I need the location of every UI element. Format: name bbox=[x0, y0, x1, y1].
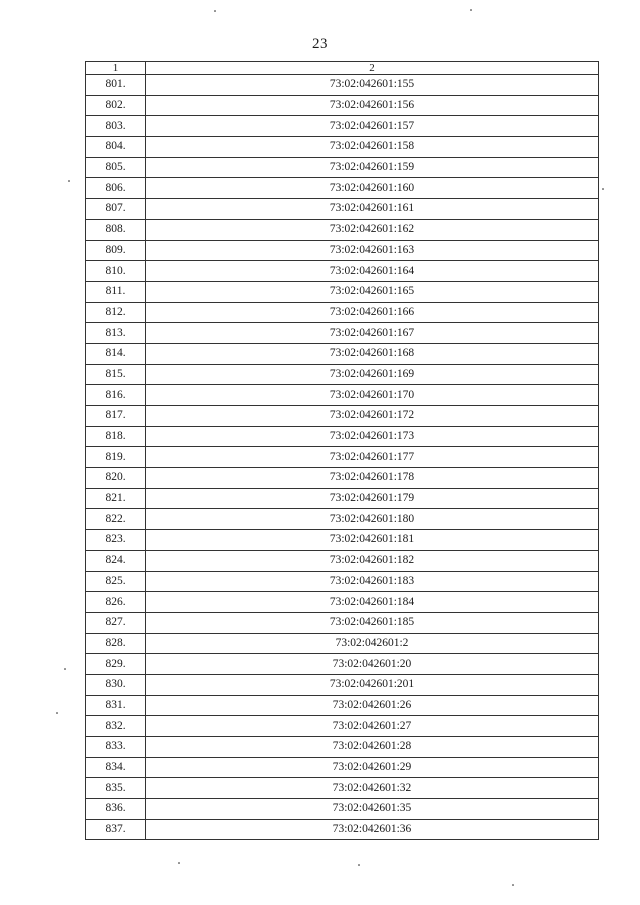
table-row bbox=[86, 468, 599, 489]
scan-speck bbox=[602, 188, 604, 190]
page-number: 23 bbox=[312, 36, 328, 52]
cadastral-number-cell: 73:02:042601:173 bbox=[146, 426, 599, 447]
table-row bbox=[86, 633, 599, 654]
row-number-cell: 833. bbox=[86, 737, 146, 758]
scan-speck bbox=[64, 668, 66, 670]
row-number-cell: 807. bbox=[86, 199, 146, 220]
row-number-cell: 803. bbox=[86, 116, 146, 137]
row-number-cell: 810. bbox=[86, 261, 146, 282]
cadastral-number-cell: 73:02:042601:201 bbox=[146, 674, 599, 695]
row-number-cell: 818. bbox=[86, 426, 146, 447]
table-row bbox=[86, 157, 599, 178]
row-number-cell: 822. bbox=[86, 509, 146, 530]
cadastral-number-cell: 73:02:042601:178 bbox=[146, 468, 599, 489]
table-row bbox=[86, 343, 599, 364]
table-row bbox=[86, 799, 599, 820]
cadastral-table bbox=[85, 61, 599, 840]
cadastral-number-cell: 73:02:042601:167 bbox=[146, 323, 599, 344]
cadastral-number-cell: 73:02:042601:157 bbox=[146, 116, 599, 137]
row-number-cell: 827. bbox=[86, 612, 146, 633]
row-number-cell: 804. bbox=[86, 137, 146, 158]
cadastral-number-cell: 73:02:042601:32 bbox=[146, 778, 599, 799]
table-body bbox=[86, 75, 599, 840]
cadastral-number-cell: 73:02:042601:180 bbox=[146, 509, 599, 530]
row-number-cell: 826. bbox=[86, 592, 146, 613]
row-number-cell: 823. bbox=[86, 530, 146, 551]
row-number-cell: 817. bbox=[86, 406, 146, 427]
table-row bbox=[86, 488, 599, 509]
cadastral-number-cell: 73:02:042601:28 bbox=[146, 737, 599, 758]
row-number-cell: 834. bbox=[86, 757, 146, 778]
cadastral-number-cell: 73:02:042601:183 bbox=[146, 571, 599, 592]
row-number-cell: 824. bbox=[86, 550, 146, 571]
header-col-2: 2 bbox=[146, 62, 599, 75]
cadastral-number-cell: 73:02:042601:168 bbox=[146, 343, 599, 364]
row-number-cell: 806. bbox=[86, 178, 146, 199]
row-number-cell: 825. bbox=[86, 571, 146, 592]
table-row bbox=[86, 757, 599, 778]
scan-speck bbox=[214, 10, 216, 12]
row-number-cell: 837. bbox=[86, 819, 146, 840]
cadastral-number-cell: 73:02:042601:165 bbox=[146, 281, 599, 302]
cadastral-number-cell: 73:02:042601:158 bbox=[146, 137, 599, 158]
scan-speck bbox=[358, 864, 360, 866]
row-number-cell: 832. bbox=[86, 716, 146, 737]
row-number-cell: 813. bbox=[86, 323, 146, 344]
row-number-cell: 814. bbox=[86, 343, 146, 364]
row-number-cell: 829. bbox=[86, 654, 146, 675]
cadastral-number-cell: 73:02:042601:185 bbox=[146, 612, 599, 633]
cadastral-number-cell: 73:02:042601:179 bbox=[146, 488, 599, 509]
cadastral-number-cell: 73:02:042601:181 bbox=[146, 530, 599, 551]
scan-speck bbox=[56, 712, 58, 714]
table-row bbox=[86, 571, 599, 592]
table-row bbox=[86, 137, 599, 158]
cadastral-number-cell: 73:02:042601:156 bbox=[146, 95, 599, 116]
cadastral-number-cell: 73:02:042601:161 bbox=[146, 199, 599, 220]
table-row bbox=[86, 199, 599, 220]
table-row bbox=[86, 612, 599, 633]
table-row bbox=[86, 178, 599, 199]
table-row bbox=[86, 323, 599, 344]
cadastral-number-cell: 73:02:042601:163 bbox=[146, 240, 599, 261]
table-row bbox=[86, 695, 599, 716]
table-row bbox=[86, 509, 599, 530]
cadastral-number-cell: 73:02:042601:184 bbox=[146, 592, 599, 613]
cadastral-number-cell: 73:02:042601:169 bbox=[146, 364, 599, 385]
table-row bbox=[86, 447, 599, 468]
row-number-cell: 819. bbox=[86, 447, 146, 468]
cadastral-number-cell: 73:02:042601:162 bbox=[146, 219, 599, 240]
cadastral-number-cell: 73:02:042601:155 bbox=[146, 75, 599, 96]
table-header bbox=[86, 62, 599, 75]
cadastral-number-cell: 73:02:042601:29 bbox=[146, 757, 599, 778]
row-number-cell: 831. bbox=[86, 695, 146, 716]
row-number-cell: 808. bbox=[86, 219, 146, 240]
cadastral-number-cell: 73:02:042601:177 bbox=[146, 447, 599, 468]
table-row bbox=[86, 406, 599, 427]
header-row bbox=[86, 62, 599, 75]
table-row bbox=[86, 75, 599, 96]
table-row bbox=[86, 426, 599, 447]
table-row bbox=[86, 261, 599, 282]
cadastral-number-cell: 73:02:042601:182 bbox=[146, 550, 599, 571]
cadastral-number-cell: 73:02:042601:166 bbox=[146, 302, 599, 323]
cadastral-number-cell: 73:02:042601:159 bbox=[146, 157, 599, 178]
table-row bbox=[86, 385, 599, 406]
table-row bbox=[86, 116, 599, 137]
cadastral-number-cell: 73:02:042601:170 bbox=[146, 385, 599, 406]
table-row bbox=[86, 592, 599, 613]
row-number-cell: 811. bbox=[86, 281, 146, 302]
cadastral-number-cell: 73:02:042601:160 bbox=[146, 178, 599, 199]
table-row bbox=[86, 674, 599, 695]
row-number-cell: 828. bbox=[86, 633, 146, 654]
table-row bbox=[86, 819, 599, 840]
table-row bbox=[86, 737, 599, 758]
row-number-cell: 805. bbox=[86, 157, 146, 178]
scan-speck bbox=[68, 180, 70, 182]
row-number-cell: 816. bbox=[86, 385, 146, 406]
row-number-cell: 836. bbox=[86, 799, 146, 820]
table-row bbox=[86, 654, 599, 675]
row-number-cell: 815. bbox=[86, 364, 146, 385]
row-number-cell: 835. bbox=[86, 778, 146, 799]
cadastral-number-cell: 73:02:042601:164 bbox=[146, 261, 599, 282]
scan-speck bbox=[178, 862, 180, 864]
row-number-cell: 812. bbox=[86, 302, 146, 323]
table-row bbox=[86, 530, 599, 551]
cadastral-number-cell: 73:02:042601:36 bbox=[146, 819, 599, 840]
table-row bbox=[86, 219, 599, 240]
cadastral-number-cell: 73:02:042601:27 bbox=[146, 716, 599, 737]
cadastral-number-cell: 73:02:042601:172 bbox=[146, 406, 599, 427]
scan-speck bbox=[512, 884, 514, 886]
table-row bbox=[86, 778, 599, 799]
row-number-cell: 802. bbox=[86, 95, 146, 116]
row-number-cell: 821. bbox=[86, 488, 146, 509]
row-number-cell: 809. bbox=[86, 240, 146, 261]
row-number-cell: 820. bbox=[86, 468, 146, 489]
row-number-cell: 801. bbox=[86, 75, 146, 96]
row-number-cell: 830. bbox=[86, 674, 146, 695]
cadastral-number-cell: 73:02:042601:20 bbox=[146, 654, 599, 675]
table-row bbox=[86, 95, 599, 116]
cadastral-number-cell: 73:02:042601:2 bbox=[146, 633, 599, 654]
table-row bbox=[86, 716, 599, 737]
table-row bbox=[86, 302, 599, 323]
header-col-1: 1 bbox=[86, 62, 146, 75]
table-row bbox=[86, 364, 599, 385]
table-row bbox=[86, 240, 599, 261]
table-row bbox=[86, 550, 599, 571]
table-row bbox=[86, 281, 599, 302]
cadastral-number-cell: 73:02:042601:35 bbox=[146, 799, 599, 820]
cadastral-number-cell: 73:02:042601:26 bbox=[146, 695, 599, 716]
scan-speck bbox=[470, 9, 472, 11]
